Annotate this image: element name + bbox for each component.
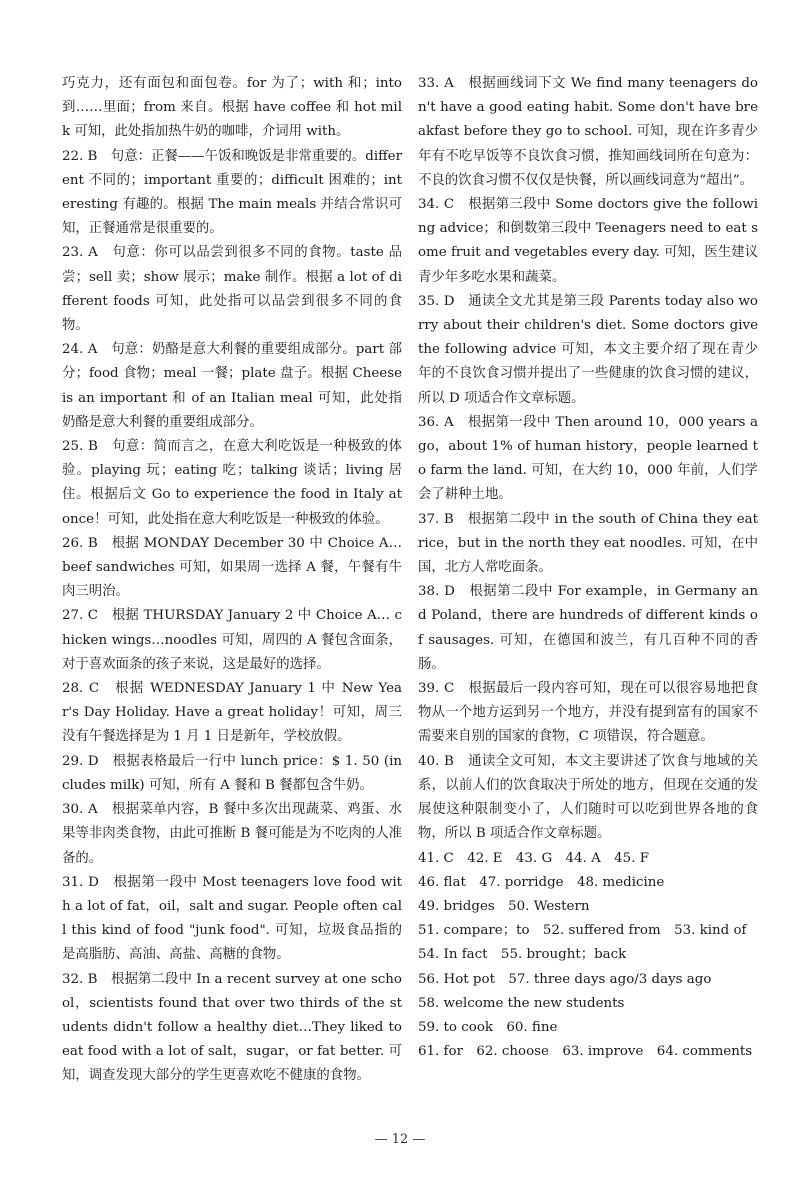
answer-entry-31: 31. D 根据第一段中 Most teenagers love food with a lot of fat，oil，salt and sugar. People often call this kind of food "junk food". 可知，垃圾食品指的是高脂肪、高油、高盐、高糖的食物。: [62, 874, 402, 963]
answer-entry-28: 28. C 根据 WEDNESDAY January 1 中 New Year's Day Holiday. Have a great holiday！可知，周三没有午餐选择是为 1 月 1 日是新年，学校放假。: [62, 681, 402, 745]
answer-entry-24: 24. A 句意：奶酪是意大利餐的重要组成部分。part 部分；food 食物；meal 一餐；plate 盘子。根据 Cheese is an important 和 of an Italian meal 可知，此处指奶酪是意大利餐的重要组成部分。: [62, 342, 402, 430]
answer-line-49-50: 49. bridges 50. Western: [418, 898, 590, 914]
answer-entry-23: 23. A 句意：你可以品尝到很多不同的食物。taste 品尝；sell 卖；show 展示；make 制作。根据 a lot of different foods 可知，此处指可以品尝到很多不同的食物。: [62, 245, 402, 334]
answer-entry-22: 22. B 句意：正餐——午饭和晚饭是非常重要的。different 不同的；important 重要的；difficult 困难的；interesting 有趣的。根据 The main meals 并结合常识可知，正餐通常是很重要的。: [62, 148, 402, 237]
answer-entry-35: 35. D 通读全文尤其是第三段 Parents today also worry about their children's diet. Some doctors give the following advice 可知，本文主要介绍了现在青少年的不良饮食习惯并提出了一些健康的饮食习惯的建议，所以 D 项适合作文章标题。: [418, 293, 758, 406]
answer-entry-33: 33. A 根据画线词下文 We find many teenagers don't have a good eating habit. Some don't have breakfast before they go to school. 可知，现在许多青少年有不吃早饭等不良饮食习惯，推知画线词所在句意为：不良的饮食习惯不仅仅是快餐，所以画线词意为“超出”。: [418, 76, 758, 188]
right-column: [418, 72, 758, 1064]
answer-entry-37: 37. B 根据第二段中 in the south of China they eat rice，but in the north they eat noodles. 可知，在中国，北方人常吃面条。: [418, 511, 758, 576]
answer-entry-30: 30. A 根据菜单内容，B 餐中多次出现蔬菜、鸡蛋、水果等非肉类食物，由此可推断 B 餐可能是为不吃肉的人准备的。: [62, 802, 402, 866]
answer-entry-36: 36. A 根据第一段中 Then around 10，000 years ago，about 1% of human history，people learned to farm the land. 可知，在大约 10，000 年前，人们学会了耕种土地。: [418, 414, 758, 503]
answer-entry-40: 40. B 通读全文可知，本文主要讲述了饮食与地域的关系，以前人们的饮食取决于所处的地方，但现在交通的发展使这种限制变小了，人们随时可以吃到世界各地的食物，所以 B 项适合作文章标题。: [418, 753, 758, 842]
answer-line-46-48: 46. flat 47. porridge 48. medicine: [418, 874, 665, 890]
answer-entry-34: 34. C 根据第三段中 Some doctors give the following advice；和倒数第三段中 Teenagers need to eat some fruit and vegetables every day. 可知，医生建议青少年多吃水果和蔬菜。: [418, 197, 758, 285]
answer-entry-32: 32. B 根据第二段中 In a recent survey at one school，scientists found that over two thirds of the students didn't follow a healthy diet…They liked to eat food with a lot of salt，sugar，or fat better. 可知，调查发现大部分的学生更喜欢吃不健康的食物。: [62, 971, 402, 1084]
answer-line-51-53: 51. compare；to 52. suffered from 53. kind of: [418, 923, 747, 939]
answer-line-41-45: 41. C 42. E 43. G 44. A 45. F: [418, 850, 650, 866]
answer-entry-25: 25. B 句意：简而言之，在意大利吃饭是一种极致的体验。playing 玩；eating 吃；talking 谈话；living 居住。根据后文 Go to experience the food in Italy at once！可知，此处指在意大利吃饭是一种极致的体验。: [62, 439, 402, 527]
page-number: — 12 —: [374, 1132, 426, 1147]
answer-line-54-55: 54. In fact 55. brought；back: [418, 947, 627, 963]
answer-line-61-64: 61. for 62. choose 63. improve 64. comments: [418, 1044, 753, 1060]
answer-line-59-60: 59. to cook 60. fine: [418, 1019, 558, 1035]
left-column: [62, 72, 402, 1089]
answer-entry-39: 39. C 根据最后一段内容可知，现在可以很容易地把食物从一个地方运到另一个地方，并没有提到富有的国家不需要来自别的国家的食物，C 项错误，符合题意。: [418, 681, 758, 745]
answer-line-58: 58. welcome the new students: [418, 995, 625, 1011]
answer-entry-27: 27. C 根据 THURSDAY January 2 中 Choice A… chicken wings…noodles 可知，周四的 A 餐包含面条，对于喜欢面条的孩子来说，这是最好的选择。: [62, 608, 402, 672]
answer-line-56-57: 56. Hot pot 57. three days ago/3 days ago: [418, 971, 712, 987]
answer-entry-21-cont: 巧克力，还有面包和面包卷。for 为了；with 和；into 到……里面；from 来自。根据 have coffee 和 hot milk 可知，此处指加热牛奶的咖啡，介词用 with。: [62, 76, 402, 140]
answer-entry-38: 38. D 根据第二段中 For example，in Germany and Poland，there are hundreds of different kinds of sausages. 可知，在德国和波兰，有几百种不同的香肠。: [418, 584, 758, 672]
answer-entry-29: 29. D 根据表格最后一行中 lunch price：$ 1. 50 (includes milk) 可知，所有 A 餐和 B 餐都包含牛奶。: [62, 753, 402, 793]
answer-entry-26: 26. B 根据 MONDAY December 30 中 Choice A… beef sandwiches 可知，如果周一选择 A 餐，午餐有牛肉三明治。: [62, 535, 402, 600]
